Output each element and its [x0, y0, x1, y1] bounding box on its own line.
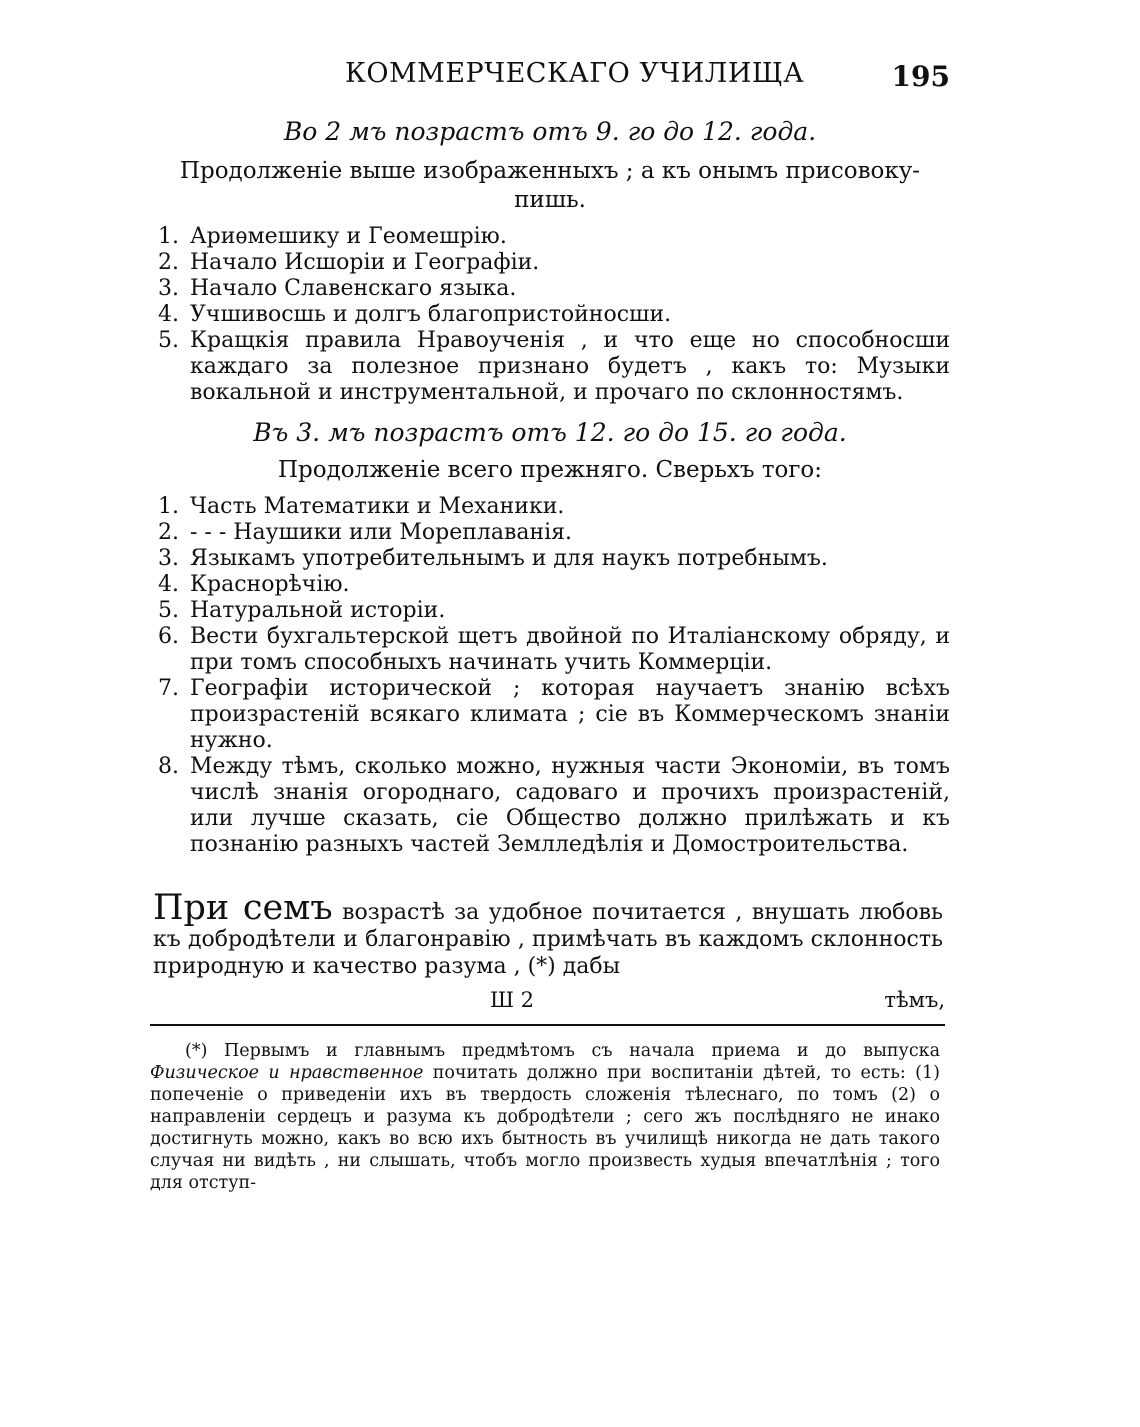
footnote-divider	[150, 1024, 945, 1026]
list-item: 2. Начало Исшоріи и Географіи.	[158, 250, 540, 275]
section-2-heading: Во 2 мъ позрастъ отъ 9. го до 12. года.	[283, 117, 817, 146]
paragraph-text: возрастѣ за удобное почитается , внушать любовь къ добродѣтели и благонравію , примѣчать въ каждомъ склонность природную и качество разума , (*) дабы	[153, 900, 943, 979]
section-3-list	[158, 494, 950, 858]
list-item: 5. Натуральной исторіи.	[158, 598, 446, 623]
signature-mark: Ш 2	[490, 988, 534, 1012]
section-3-heading: Въ 3. мъ позрастъ отъ 12. го до 15. го года.	[253, 418, 847, 447]
section-2-list	[158, 224, 950, 406]
list-item: 3. Языкамъ употребительнымъ и для наукъ потребнымъ.	[158, 546, 828, 571]
paragraph-lead: При семъ	[153, 888, 333, 928]
list-item: 2. - - - Наушики или Мореплаванія.	[158, 520, 573, 545]
running-title: КОММЕРЧЕСКАГО УЧИЛИЩА	[345, 58, 805, 89]
section-2-intro: Продолженіе выше изображенныхъ ; а къ онымъ присовоку-пишь.	[179, 158, 921, 213]
catchword: тѣмъ,	[884, 988, 945, 1012]
list-item: 8. Между тѣмъ, сколько можно, нужныя части Экономіи, въ томъ числѣ знанія огороднаго, садоваго и прочихъ произрастеній, или лучше сказать, сіе Общество должно прилѣжать и къ познанію разныхъ частей Землледѣлія и Домостроительства.	[158, 754, 950, 857]
list-item: 6. Вести бухгальтерской щетъ двойной по Италіанскому обряду, и при томъ способныхъ начинать учить Коммерціи.	[158, 624, 950, 675]
closing-paragraph	[153, 888, 943, 980]
list-item: 1. Ариѳмешику и Геомешрію.	[158, 224, 507, 249]
section-3-intro: Продолженіе всего прежняго. Сверьхъ того:	[278, 457, 822, 483]
list-item: 1. Часть Математики и Механики.	[158, 494, 565, 519]
list-item: 4. Учшивосшь и долгъ благопристойносши.	[158, 302, 672, 327]
page-number: 195	[891, 60, 950, 93]
list-item: 4. Краснорѣчію.	[158, 572, 350, 597]
page-header	[150, 58, 950, 98]
list-item: 3. Начало Славенскаго языка.	[158, 276, 517, 301]
footnote: (*) Первымъ и главнымъ предмѣтомъ съ начала приема и до выпуска Физическое и нравственное почитать должно при воспитаніи дѣтей, то есть: (1) попеченіе о приведеніи ихъ въ твердость сложенія тѣлеснаго, по томъ (2) о направленіи сердецъ и разума къ добродѣтели ; сего жъ послѣдняго не инако достигнуть можно, какъ во всю ихъ бытность въ училищѣ никогда не дать такого случая ни видѣть , ни слышать, чтобъ могло произвесть худыя впечатлѣнія ; того для отступ-	[150, 1041, 940, 1193]
list-item: 7. Географіи исторической ; которая научаетъ знанію всѣхъ произрастеній всякаго климата ; сіе въ Коммерческомъ знаніи нужно.	[158, 676, 950, 753]
list-item: 5. Кращкія правила Нравоученія , и что еще но способносши каждаго за полезное признано будетъ , какъ то: Музыки вокальной и инструментальной, и прочаго по склонностямъ.	[158, 328, 950, 405]
